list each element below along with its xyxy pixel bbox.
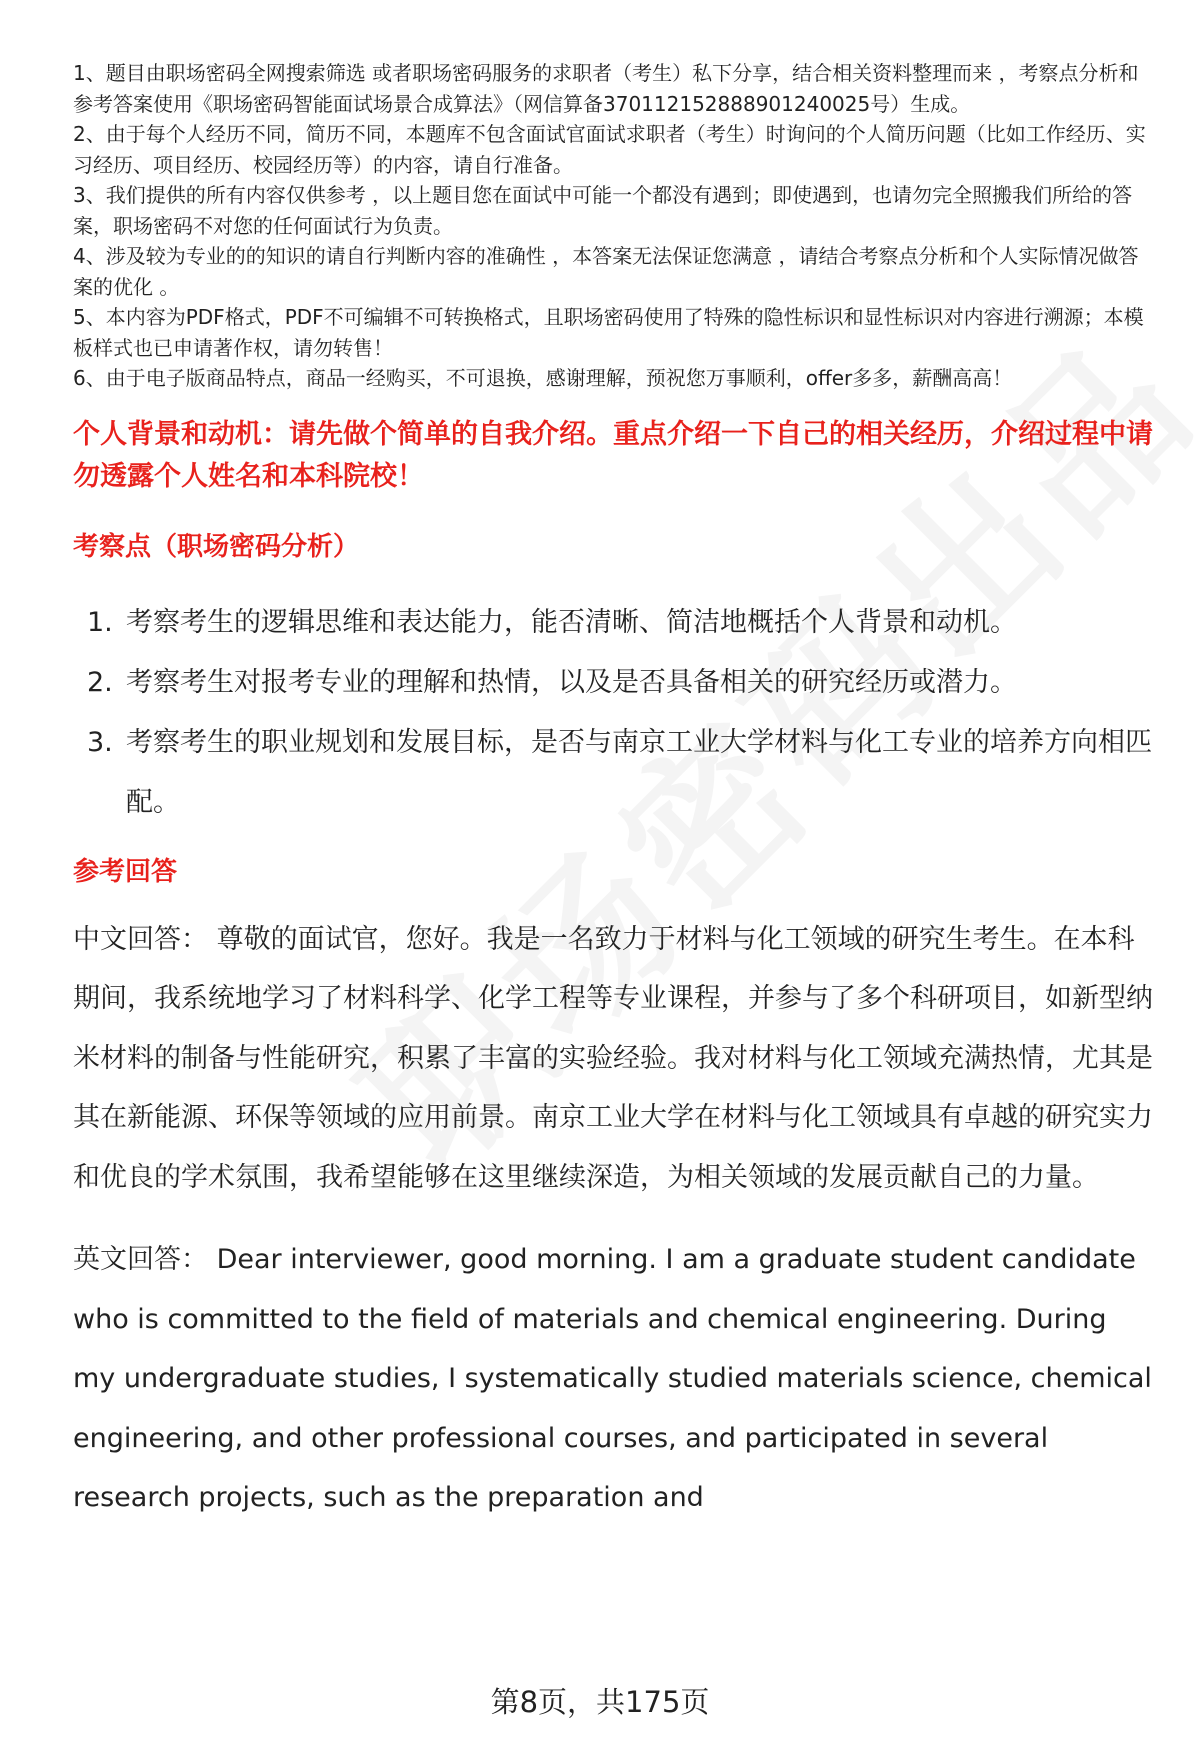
list-text: 考察考生的逻辑思维和表达能力，能否清晰、简洁地概括个人背景和动机。 — [126, 606, 1017, 638]
list-number: 1. — [87, 606, 113, 638]
list-text: 考察考生的职业规划和发展目标，是否与南京工业大学材料与化工专业的培养方向相匹配。 — [126, 726, 1152, 818]
list-item — [73, 713, 1153, 833]
list-text: 考察考生对报考专业的理解和热情，以及是否具备相关的研究经历或潜力。 — [126, 666, 1017, 698]
notice-item: 2、由于每个人经历不同，简历不同，本题库不包含面试官面试求职者（考生）时询问的个人简历问题（比如工作经历、实习经历、项目经历、校园经历等）的内容，请自行准备。 — [73, 122, 1146, 177]
notice-block — [73, 58, 1153, 394]
list-number: 3. — [87, 726, 113, 758]
list-number: 2. — [87, 666, 113, 698]
question-title: 个人背景和动机：请先做个简单的自我介绍。重点介绍一下自己的相关经历，介绍过程中请勿透露个人姓名和本科院校！ — [73, 418, 1153, 492]
list-item — [73, 593, 1153, 653]
notice-item: 6、由于电子版商品特点，商品一经购买，不可退换，感谢理解，预祝您万事顺利，offer多多，薪酬高高！ — [73, 366, 1013, 390]
answer-chinese: 中文回答： 尊敬的面试官，您好。我是一名致力于材料与化工领域的研究生考生。在本科期间，我系统地学习了材料科学、化学工程等专业课程，并参与了多个科研项目，如新型纳米材料的制备与性能研究，积累了丰富的实验经验。我对材料与化工领域充满热情，尤其是其在新能源、环保等领域的应用前景。南京工业大学在材料与化工领域具有卓越的研究实力和优良的学术氛围，我希望能够在这里继续深造，为相关领域的发展贡献自己的力量。 — [73, 923, 1153, 1193]
answer-heading: 参考回答 — [73, 856, 178, 887]
points-list — [73, 593, 1153, 833]
notice-item: 3、我们提供的所有内容仅供参考 ，以上题目您在面试中可能一个都没有遇到；即使遇到，也请勿完全照搬我们所给的答案，职场密码不对您的任何面试行为负责。 — [73, 183, 1133, 238]
answer-english: 英文回答： Dear interviewer, good morning. I am a graduate student candidate who is committed to the field of materials and chemical engineering. During my undergraduate studies, I systematically studied materials science, chemical engineering, and other professional courses, and participated in several research projects, such as the preparation and — [73, 1244, 1152, 1513]
notice-item: 4、涉及较为专业的的知识的请自行判断内容的准确性 ，本答案无法保证您满意 ，请结合考察点分析和个人实际情况做答案的优化 。 — [73, 244, 1139, 299]
page-number: 第8页，共175页 — [490, 1685, 710, 1719]
list-item — [73, 653, 1153, 713]
points-heading: 考察点（职场密码分析） — [73, 531, 360, 562]
notice-item: 1、题目由职场密码全网搜索筛选 或者职场密码服务的求职者（考生）私下分享，结合相关资料整理而来 ，考察点分析和参考答案使用《职场密码智能面试场景合成算法》（网信算备370112152888901240025号）生成。 — [73, 61, 1139, 116]
page-content — [73, 58, 1153, 1528]
notice-item: 5、本内容为PDF格式，PDF不可编辑不可转换格式，且职场密码使用了特殊的隐性标识和显性标识对内容进行溯源；本模板样式也已申请著作权，请勿转售！ — [73, 305, 1144, 360]
